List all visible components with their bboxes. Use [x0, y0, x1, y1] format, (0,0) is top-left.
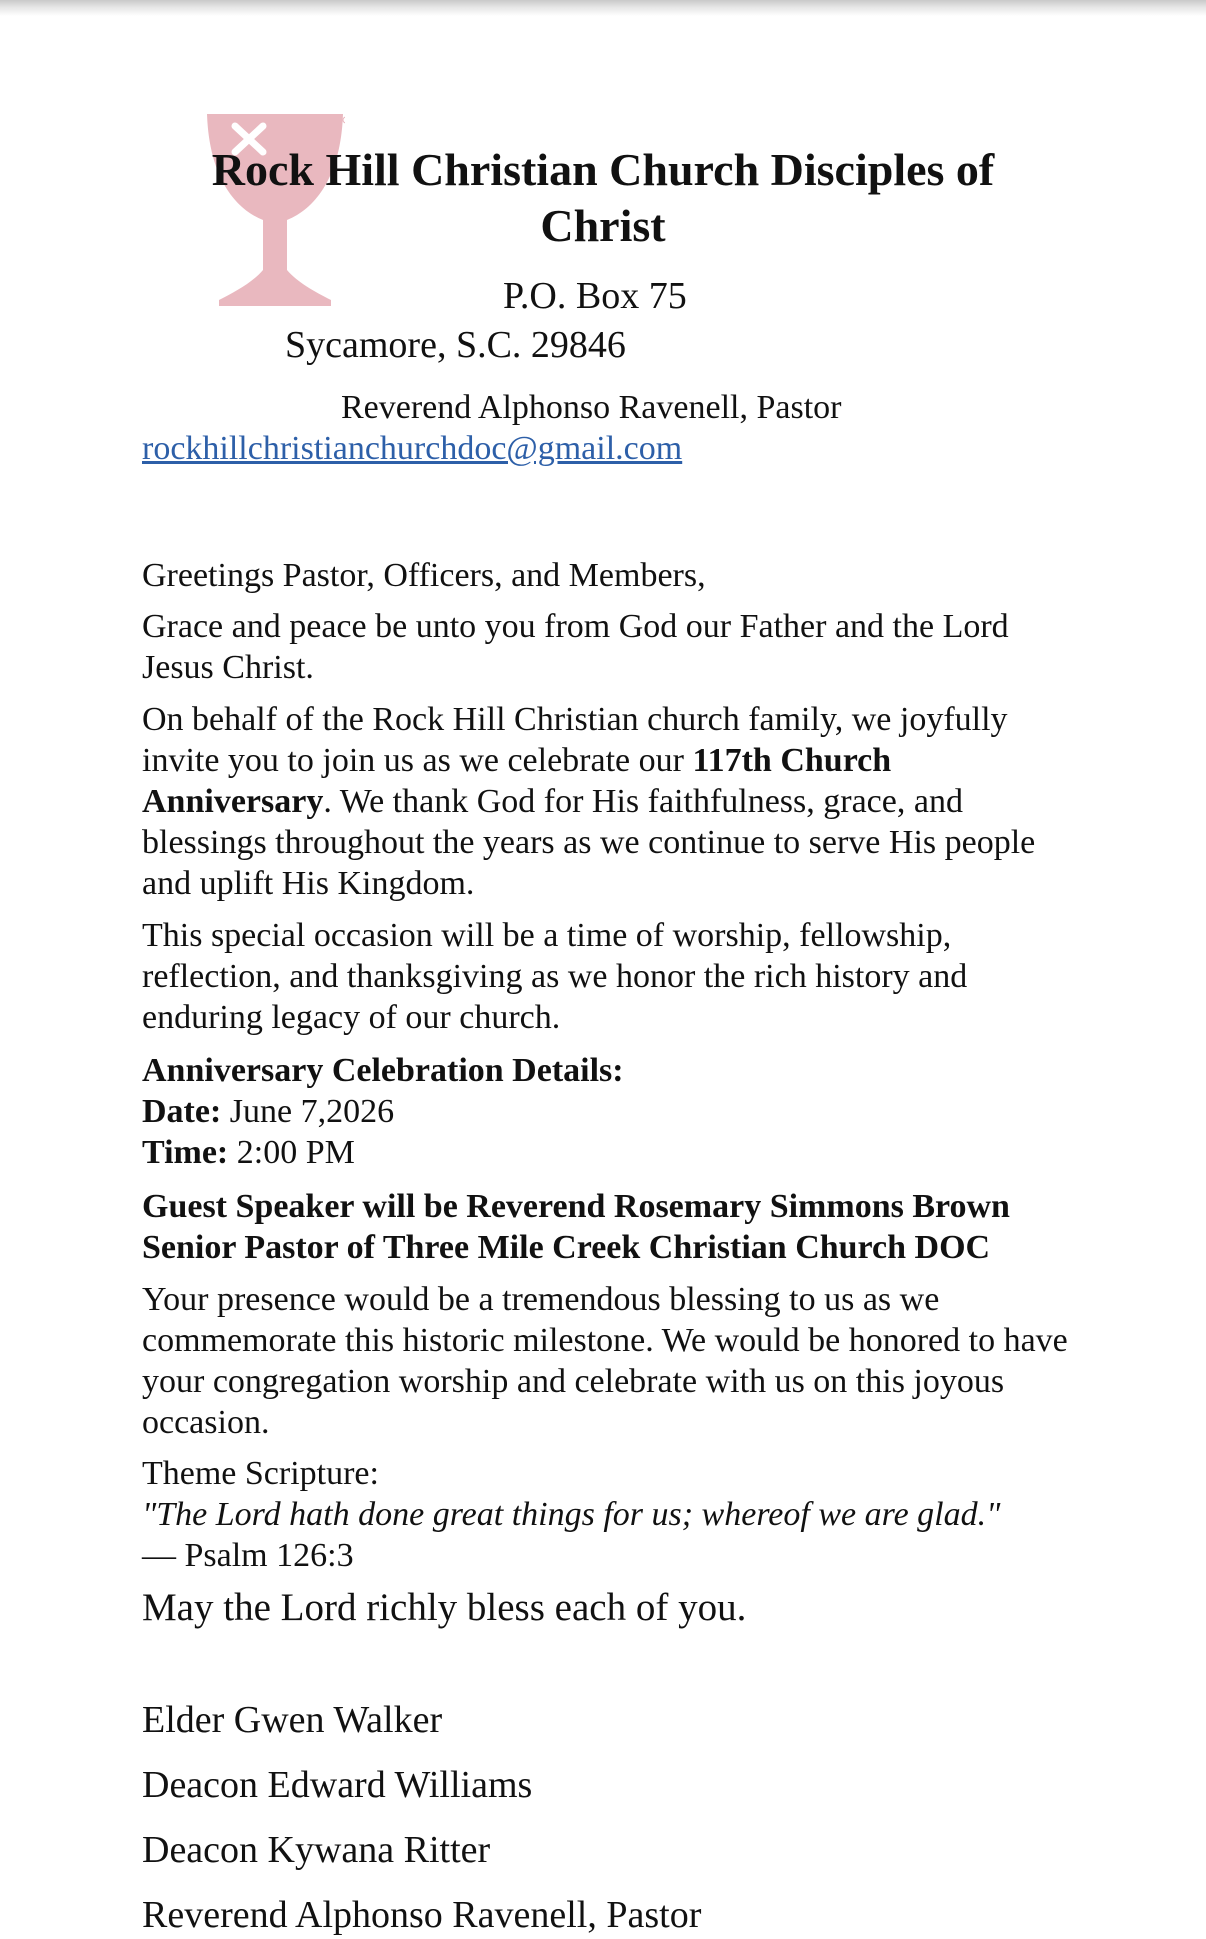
theme-reference: — Psalm 126:3: [142, 1537, 354, 1574]
time-value: 2:00 PM: [228, 1134, 355, 1171]
presence-paragraph: Your presence would be a tremendous blessing to us as we commemorate this historic milestone. We would be honored to have your congregation worship and celebrate with us on this joyous occasion.: [142, 1281, 1068, 1441]
page-top-edge: [0, 0, 1206, 16]
date-label: Date:: [142, 1093, 222, 1130]
theme-scripture: [142, 1453, 1072, 1576]
signature-deacon-williams: Deacon Edward Williams: [142, 1764, 533, 1806]
po-box: P.O. Box 75: [503, 275, 687, 317]
signature-deacon-ritter: Deacon Kywana Ritter: [142, 1829, 491, 1871]
speaker-line-2: Senior Pastor of Three Mile Creek Christian Church DOC: [142, 1229, 991, 1266]
invitation-text-continued: . We thank God for His faithfulness, grace, and blessings throughout the years as we continue to serve His people and uplift His Kingdom.: [142, 783, 1036, 902]
greeting: Greetings Pastor, Officers, and Members,: [142, 557, 706, 594]
city-address: Sycamore, S.C. 29846: [285, 324, 626, 366]
time-label: Time:: [142, 1134, 229, 1171]
church-title: Rock Hill Christian Church Disciples of Christ: [211, 144, 995, 251]
theme-label: Theme Scripture:: [142, 1455, 379, 1492]
date-line: [142, 1091, 1072, 1132]
speaker-line-1: Guest Speaker will be Reverend Rosemary Simmons Brown: [142, 1188, 1010, 1225]
theme-quote: "The Lord hath done great things for us; whereof we are glad.": [142, 1496, 1001, 1533]
signature-elder-walker: Elder Gwen Walker: [142, 1699, 443, 1741]
invitation-paragraph: [142, 699, 1072, 904]
blessing-paragraph: Grace and peace be unto you from God our Father and the Lord Jesus Christ.: [142, 608, 1009, 686]
pastor-line: Reverend Alphonso Ravenell, Pastor: [341, 389, 842, 426]
time-line: [142, 1132, 1072, 1173]
occasion-paragraph: This special occasion will be a time of worship, fellowship, reflection, and thanksgiving as we honor the rich history and enduring legacy of our church.: [142, 917, 968, 1036]
invitation-text: On behalf of the Rock Hill Christian church family, we joyfully invite you to join us as we celebrate our: [142, 701, 1008, 779]
signature-pastor: Reverend Alphonso Ravenell, Pastor: [142, 1894, 702, 1936]
guest-speaker: [142, 1186, 1072, 1268]
anniversary-highlight: 117th Church Anniversary: [142, 742, 892, 820]
celebration-details: [142, 1050, 1072, 1173]
closing-blessing: May the Lord richly bless each of you.: [142, 1586, 747, 1629]
date-value: June 7,2026: [221, 1093, 395, 1130]
details-heading: Anniversary Celebration Details:: [142, 1052, 624, 1089]
email-link[interactable]: rockhillchristianchurchdoc@gmail.com: [142, 430, 683, 467]
